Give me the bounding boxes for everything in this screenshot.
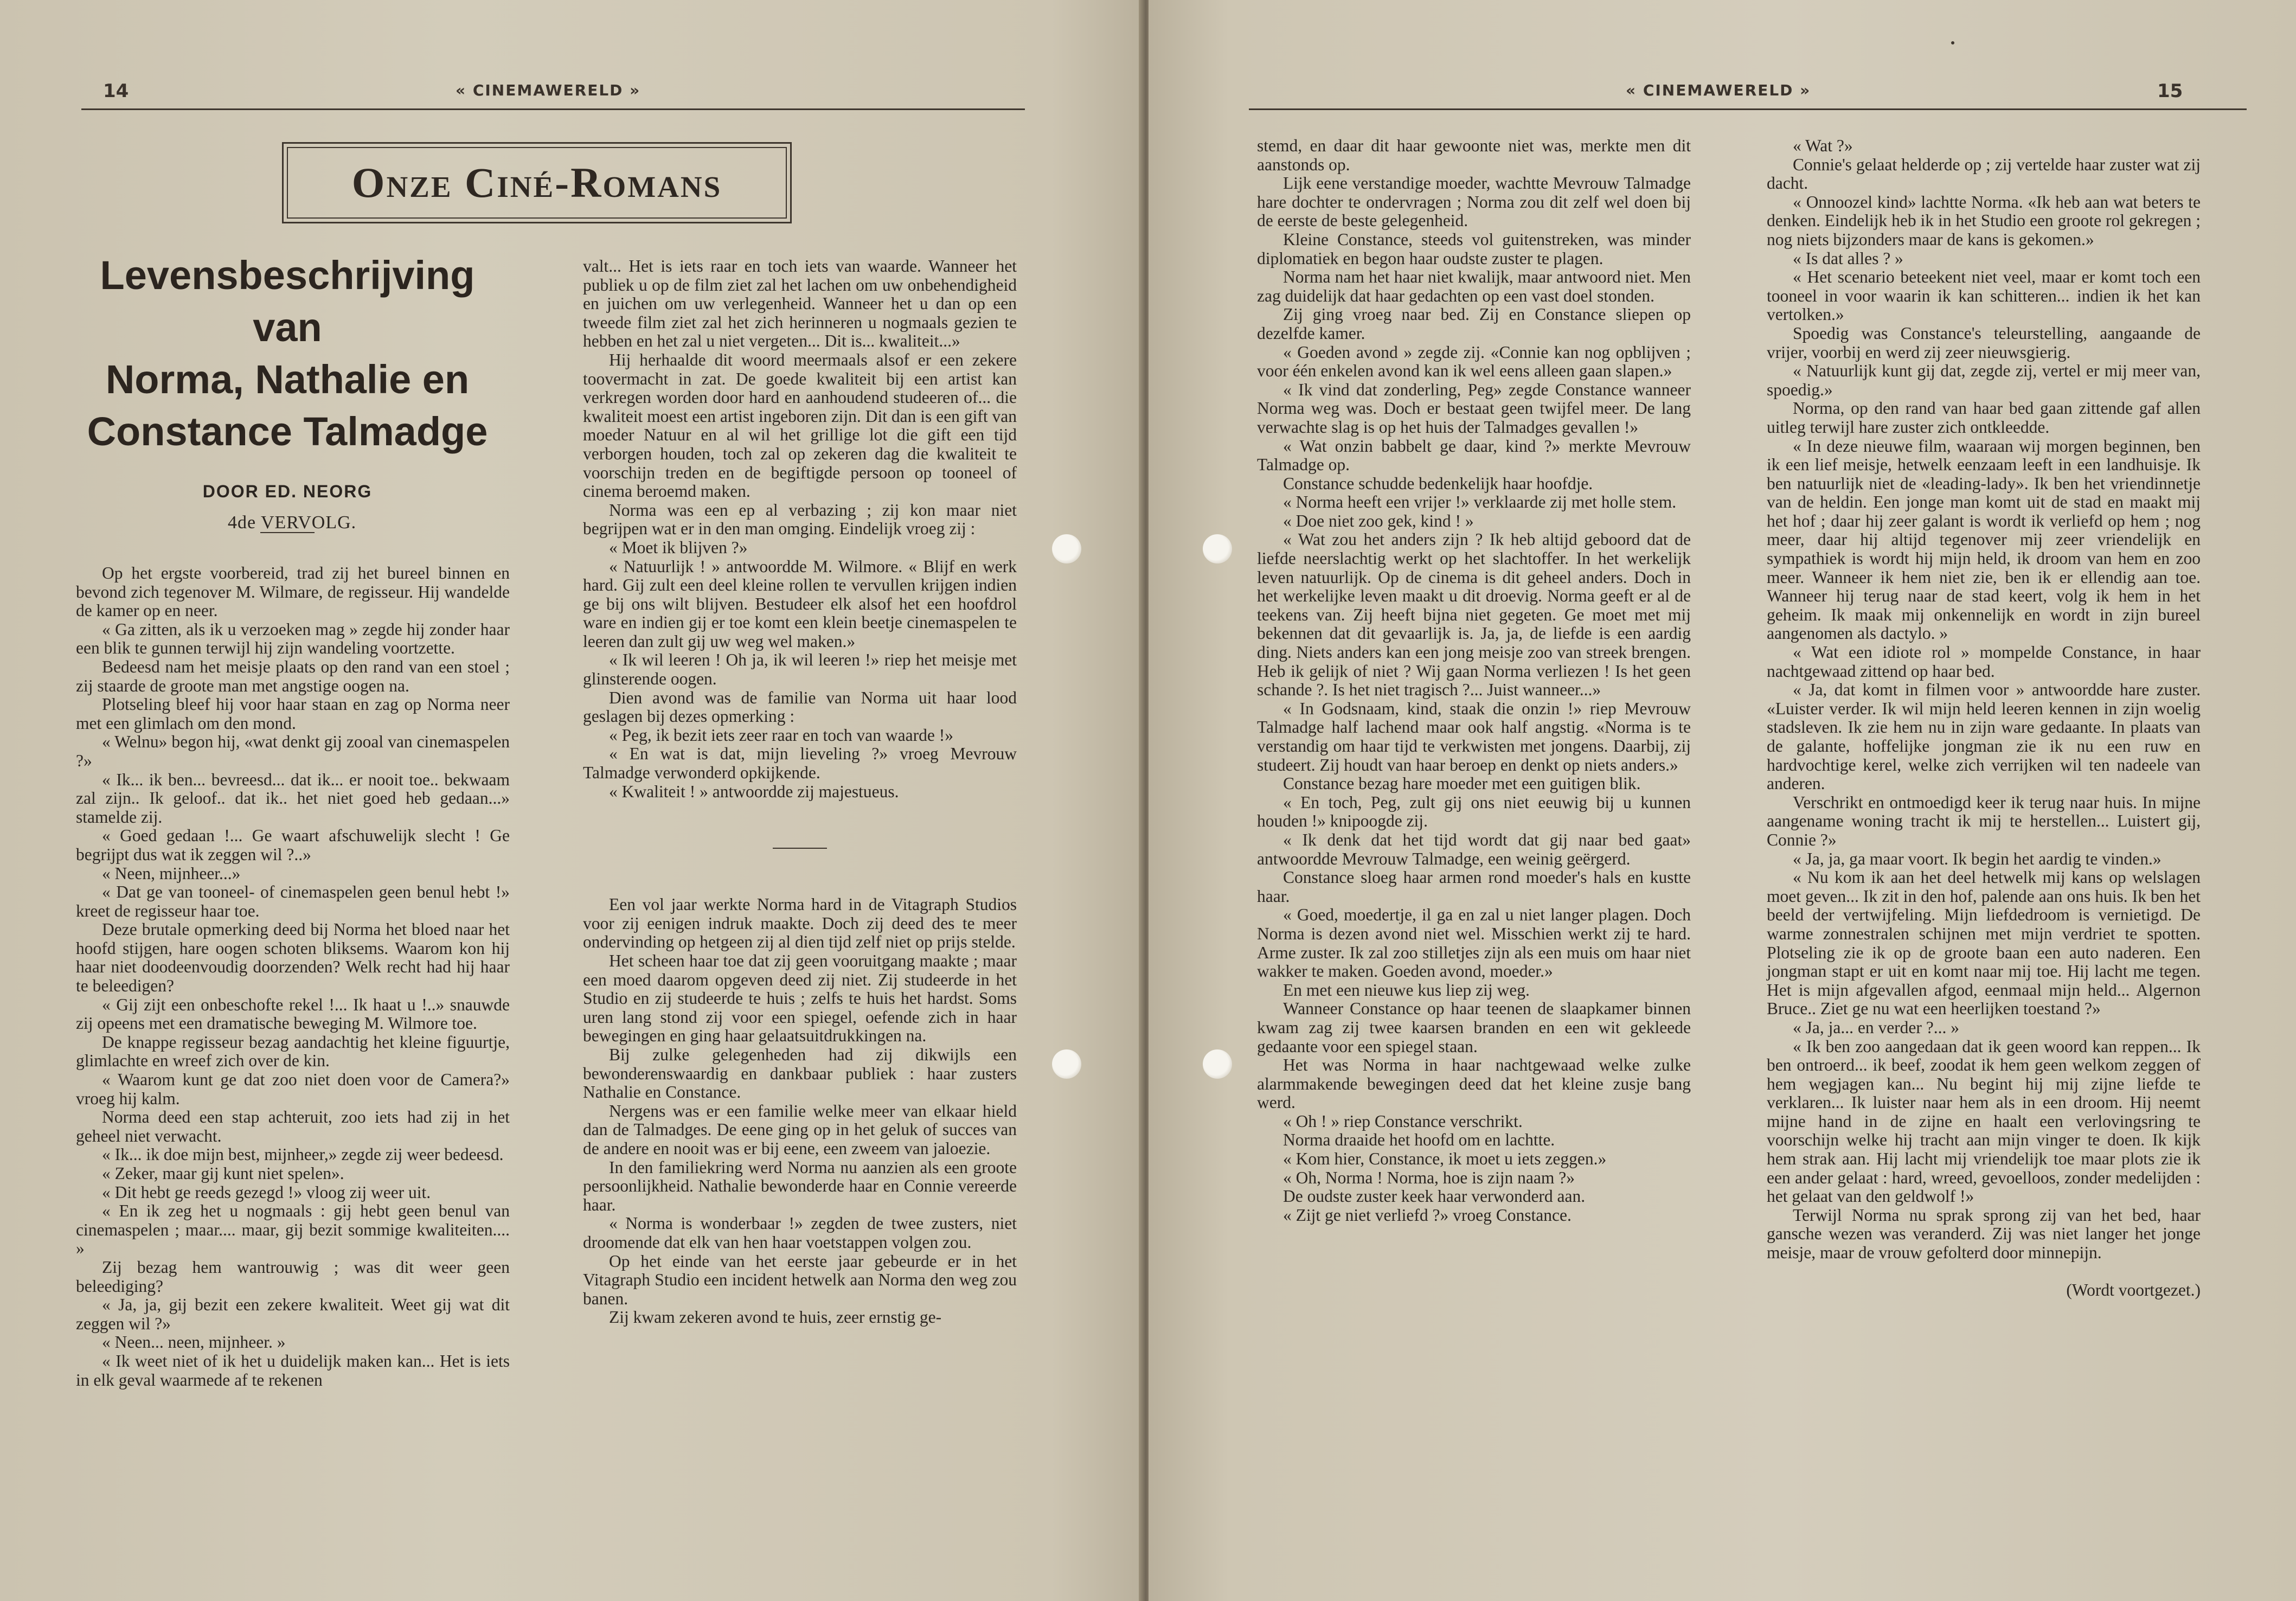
paragraph: De knappe regisseur bezag aandachtig het kleine figuurtje, glimlachte en wreef zich over de kin. [76, 1032, 510, 1071]
paragraph: « Moet ik blijven ?» [609, 537, 748, 557]
paragraph: Deze brutale opmerking deed bij Norma het bloed naar het hoofd stijgen, hare oogen schoten bliksems. Waarom kon hij haar niet doodeenvoudig doorzenden? Welk recht had hij haar te beleedigen? [76, 920, 510, 996]
section-title: Onze Ciné-Romans [351, 159, 722, 206]
paragraph: Dien avond was de familie van Norma uit haar lood geslagen bij dezes opmerking : [583, 688, 1017, 726]
paragraph: « Het scenario beteekent niet veel, maar er komt toch een tooneel in voor waarin ik kan schitteren... indien ik het kan vertolken.» [1767, 267, 2201, 324]
paragraph: stemd, en daar dit haar gewoonte niet was, merkte men dit aanstonds op. [1257, 136, 1691, 174]
page-number: 15 [2157, 80, 2183, 102]
column-2-upper [583, 257, 1017, 801]
paragraph: « Doe niet zoo gek, kind ! » [1283, 511, 1474, 530]
paragraph: « Ik wil leeren ! Oh ja, ik wil leeren !» riep het meisje met glinsterende oogen. [583, 650, 1017, 689]
paragraph: « Onnoozel kind» lachtte Norma. «Ik heb aan wat beters te denken. Eindelijk heb ik in het Studio een groote rol gekregen ; nog niets bijzonders maar de kans is gekomen.» [1767, 192, 2201, 249]
paragraph: « Ik weet niet of ik het u duidelijk maken kan... Het is iets in elk geval waarmede af te rekenen [76, 1351, 510, 1389]
paragraph: Norma, op den rand van haar bed gaan zittende gaf allen uitleg terwijl hare zuster zich ontkleedde. [1767, 399, 2201, 437]
paragraph: « Is dat alles ? » [1793, 248, 1903, 268]
article-title-block [76, 249, 499, 533]
paragraph: « Natuurlijk ! » antwoordde M. Wilmore. « Blijf en werk hard. Gij zult een deel kleine rollen te vervullen krijgen indien ge bij ons wilt blijven. Bestudeer elk alsof het een hoofdrol ware en indien gij er toe komt een klein beetje cinemaspelen te leeren dan zult gij uw weg wel maken.» [583, 556, 1017, 651]
ink-speck [1951, 41, 1954, 44]
paragraph: « Ik... ik ben... bevreesd... dat ik... er nooit toe.. bekwaam zal zijn.. Ik geloof.. dat ik.. het niet goed heb gedaan...» stamelde zij. [76, 770, 510, 827]
left-page [0, 0, 1143, 1601]
paragraph: Connie's gelaat helderde op ; zij vertelde haar zuster wat zij dacht. [1767, 155, 2201, 193]
paragraph: « Ga zitten, als ik u verzoeken mag » zegde hij zonder haar een blik te gunnen terwijl hij zijn wandeling voortzette. [76, 619, 510, 658]
paragraph: Spoedig was Constance's teleurstelling, aangaande de vrijer, voorbij en werd zij zeer nieuwsgierig. [1767, 323, 2201, 362]
installment-label: 4de VERVOLG. [228, 513, 357, 533]
paragraph: « Ik... ik doe mijn best, mijnheer,» zegde zij weer bedeesd. [102, 1145, 504, 1164]
paragraph: « Waarom kunt ge dat zoo niet doen voor de Camera?» vroeg hij kalm. [76, 1070, 510, 1108]
paragraph: Verschrikt en ontmoedigd keer ik terug naar huis. In mijne aangename woning tracht ik mij te herstellen... Luistert gij, Connie ?» [1767, 792, 2201, 849]
paragraph: Op het einde van het eerste jaar gebeurde er in het Vitagraph Studio een incident hetwelk aan Norma den weg zou banen. [583, 1251, 1017, 1308]
paragraph: « Ja, ja, ga maar voort. Ik begin het aardig te vinden.» [1793, 849, 2162, 868]
paragraph: « Nu kom ik aan het deel hetwelk mij kans op welslagen moet geven... Ik zit in den hof, palende aan ons huis. Ik ben het beeld der vertwijfeling. Mijn liefdedroom is vernietigd. De warme zonnestralen schijnen met mijn verdriet te spotten. Plotseling zie ik op de groote baan een auto naderen. Een jongman stapt er uit en komt naar mij toe. Hij lacht me tegen. Het is mijn afgevallen afgod, eenmaal mijn held... Algernon Bruce.. Ziet ge nu wat een heerlijken toestand ?» [1767, 868, 2201, 1019]
paragraph: « Neen... neen, mijnheer. » [102, 1333, 286, 1352]
paragraph: Zij kwam zekeren avond te huis, zeer ernstig ge- [609, 1308, 942, 1327]
paragraph: « Welnu» begon hij, «wat denkt gij zooal van cinemaspelen ?» [76, 732, 510, 770]
paragraph: « Ik ben zoo aangedaan dat ik geen woord kan reppen... Ik ben ontroerd... ik beef, zoodat ik hem geen welkom zeggen of hem wegjagen kan... Nu begint hij mij zijne liefde te verklaren... Ik luister naar hem als in een droom. Hij neemt mijne hand in de zijne en haalt een verlovingsring te voorschijn welke hij tracht aan mijn vinger te doen. Ik kijk hem strak aan. Hij lacht mij vriendelijk toe maar plots zie ik een ander gelaat : hard, wreed, gevoelloos, zonder medelijden : het gelaat van den geldwolf !» [1767, 1036, 2201, 1206]
article-title-line: Levensbeschrijving van [100, 253, 475, 350]
paragraph: Norma was een ep al verbazing ; zij kon maar niet begrijpen wat er in den man omging. Eindelijk vroeg zij : [583, 500, 1017, 539]
header-rule [1249, 108, 2247, 110]
paragraph: Norma draaide het hoofd om en lachtte. [1283, 1130, 1555, 1150]
binder-hole [1203, 1049, 1232, 1079]
paragraph: « Wat een idiote rol » mompelde Constance, in haar nachtgewaad zittend op haar bed. [1767, 643, 2201, 681]
paragraph: Zij bezag hem wantrouwig ; was dit weer geen beleediging? [76, 1257, 510, 1296]
paragraph: Op het ergste voorbereid, trad zij het bureel binnen en bevond zich tegenover M. Wilmare, de regisseur. Hij wandelde de kamer op en neer. [76, 563, 510, 620]
column-2-lower [583, 895, 1017, 1327]
paragraph: Een vol jaar werkte Norma hard in de Vitagraph Studios voor zij eenigen indruk maakte. Doch zij deed des te meer ondervinding op hetgeen zij al dien tijd zelf niet op prijs stelde. [583, 895, 1017, 952]
paragraph: Hij herhaalde dit woord meermaals alsof er een zekere toovermacht in zat. De goede kwaliteit bij een artist kan verkregen worden door hard en aanhoudend studeeren of... die kwaliteit moest een artist ingeboren zijn. Dit dan is een gift van moeder Natuur en al wil het grillige lot die gift een tijd verborgen houden, toch zal op zekeren dag die kwaliteit te voorschijn treden en de begiftigde persoon op tooneel of cinema beroemd maken. [583, 350, 1017, 501]
paragraph: Terwijl Norma nu sprak sprong zij van het bed, haar gansche wezen was veranderd. Zij was niet langer het jonge meisje, maar de vrouw gefolterd door minnepijn. [1767, 1205, 2201, 1263]
paragraph: « Wat onzin babbelt ge daar, kind ?» merkte Mevrouw Talmadge op. [1257, 436, 1691, 475]
paragraph: « Dat ge van tooneel- of cinemaspelen geen benul hebt !» kreet de regisseur haar toe. [76, 882, 510, 920]
byline: DOOR ED. NEORG [202, 482, 373, 501]
paragraph: « Wat zou het anders zijn ? Ik heb altijd geboord dat de liefde neerslachtig werkt op het slachtoffer. In het werkelijk leven natuurlijk. Op de cinema is dit geheel anders. Doch in het werkelijke leven maakt u dit droevig. Norma geeft er al de teekens van. Zij heeft bijna niet gegeten. Ge moet met mij bekennen dat dit gevaarlijk is. Ja, ja, de liefde is een aardig ding. Niets anders kan een jong meisje zoo van streek brengen. Heb ik gelijk of niet ? Wij gaan Norma verliezen ! Is het geen schande ?. Is het niet tragisch ?... Juist wanneer...» [1257, 530, 1691, 700]
paragraph: Lijk eene verstandige moeder, wachtte Mevrouw Talmadge hare dochter te ondervragen ; Norma zou dit zelf wel doen bij de eerste de beste gelegenheid. [1257, 174, 1691, 230]
paragraph: « Ja, ja... en verder ?... » [1793, 1017, 1960, 1037]
paragraph: « Ik vind dat zonderling, Peg» zegde Constance wanneer Norma weg was. Doch er bestaat geen twijfel meer. De lang verwachte slag is op het huis der Talmadges gevallen !» [1257, 380, 1691, 437]
paragraph: « Dit hebt ge reeds gezegd !» vloog zij weer uit. [102, 1182, 431, 1202]
paragraph: « Ja, ja, gij bezit een zekere kwaliteit. Weet gij wat dit zeggen wil ?» [76, 1295, 510, 1333]
text-column-2 [583, 257, 1017, 1327]
text-column-2 [1767, 137, 2201, 1299]
paragraph: Het scheen haar toe dat zij geen vooruitgang maakte ; maar een moed daarom opgeven deed zij niet. Zij studeerde in het Studio en zij studeerde te huis ; zelfs te huis het hardst. Soms uren lang stond zij voor een spiegel, oefende zich in haar bewegingen en ging haar gelaatsuitdrukkingen na. [583, 951, 1017, 1046]
paragraph: « Norma heeft een vrijer !» verklaarde zij met holle stem. [1283, 492, 1677, 512]
running-head: « CINEMAWERELD » [1626, 81, 1811, 99]
paragraph: « In deze nieuwe film, waaraan wij morgen beginnen, ben ik een lief meisje, hetwelk eenzaam leeft in een landhuisje. Ik ben natuurlijk niet de «leading-lady». Ik ben het vriendinnetje van de heldin. Een jonge man komt uit de stad en maakt mij het hof ; daar hij zeer galant is wordt ik verliefd op hem ; nog meer, daar hij altijd tegenover mij zeer vriendelijk en sympathiek is wordt hij mijn held, ik droom van hem en zoo meer. Wanneer ik hem niet zie, ben ik er ellendig aan toe. Wanneer hij terug naar de stad keert, volg ik hem in het geheim. Ik maak mij onkennelijk en wordt in zijn bureel aangenomen als dactylo. » [1767, 436, 2201, 643]
to-be-continued: (Wordt voortgezet.) [2066, 1280, 2201, 1299]
section-title-box [282, 142, 792, 223]
paragraph: Constance schudde bedenkelijk haar hoofdje. [1283, 473, 1593, 493]
paragraph: « Goeden avond » zegde zij. «Connie kan nog opblijven ; voor één enkelen avond kan ik wel eens alleen gaan slapen.» [1257, 342, 1691, 381]
paragraph: Bedeesd nam het meisje plaats op den rand van een stoel ; zij staarde de groote man met angstige oogen na. [76, 657, 510, 695]
text-column-1 [1257, 137, 1691, 1225]
paragraph: « Ja, dat komt in filmen voor » antwoordde hare zuster. «Luister verder. Ik wil mijn held leeren kennen in zijn woelig stadsleven. Ik zie hem nu in zijn ware gedaante. In plaats van de galante, hoffelijke jongman zie ik nu een ruw en hardvochtige kerel, welke zich verrijken wil ten nadeele van anderen. [1767, 680, 2201, 793]
article-title-line: Norma, Nathalie en [105, 357, 470, 402]
paragraph: Bij zulke gelegenheden had zij dikwijls een bewonderenswaardig en dankbaar publiek : haar zusters Nathalie en Constance. [583, 1045, 1017, 1102]
paragraph: « En toch, Peg, zult gij ons niet eeuwig bij u kunnen houden !» knipoogde zij. [1257, 792, 1691, 831]
paragraph: « En wat is dat, mijn lieveling ?» vroeg Mevrouw Talmadge verwonderd opkijkende. [583, 744, 1017, 783]
paragraph: valt... Het is iets raar en toch iets van waarde. Wanneer het publiek u op de film ziet zal het lachen om uw onbehendigheid en juichen om uw verlegenheid. Wanneer het u dan op een tweede film ziet zal het zich herinneren u nogmaals gezien te hebben en het zal u niet vergeten... Dit is... kwaliteit...» [583, 257, 1017, 351]
paragraph: « Neen, mijnheer...» [102, 863, 241, 883]
paragraph: In den familiekring werd Norma nu aanzien als een groote persoonlijkheid. Nathalie bewonderde haar en Connie vereerde haar. [583, 1157, 1017, 1214]
page-number: 14 [103, 80, 129, 102]
paragraph: Wanneer Constance op haar teenen de slaapkamer binnen kwam zag zij twee kaarsen branden en een wit gekleede gedaante voor een spiegel staan. [1257, 999, 1691, 1056]
paragraph: De oudste zuster keek haar verwonderd aan. [1283, 1187, 1586, 1206]
paragraph: « Kom hier, Constance, ik moet u iets zeggen.» [1283, 1149, 1607, 1169]
paragraph: Constance bezag hare moeder met een guitigen blik. [1283, 774, 1641, 793]
paragraph: « Ik denk dat het tijd wordt dat gij naar bed gaat» antwoordde Mevrouw Talmadge, een weinig geërgerd. [1257, 830, 1691, 868]
paragraph: « Zeker, maar gij kunt niet spelen». [102, 1164, 344, 1183]
paragraph: « Wat ?» [1793, 136, 1853, 155]
paragraph: « Oh, Norma ! Norma, hoe is zijn naam ?» [1283, 1168, 1575, 1187]
running-head: « CINEMAWERELD » [456, 81, 641, 99]
paragraph: « Norma is wonderbaar !» zegden de twee zusters, niet droomende dat elk van hen haar voetstappen volgen zou. [583, 1214, 1017, 1252]
article-title-line: Constance Talmadge [87, 409, 488, 454]
paragraph: « In Godsnaam, kind, staak die onzin !» riep Mevrouw Talmadge half lachend maar ook half angstig. «Norma is te verstandig om haar tijd te verkwisten met jongens. Daarbij, zij studeert. Zij houdt van haar beroep en denkt op niets anders.» [1257, 699, 1691, 774]
paragraph: « Gij zijt een onbeschofte rekel !... Ik haat u !..» snauwde zij opeens met een dramatische beweging M. Wilmore toe. [76, 995, 510, 1033]
paragraph: « Goed gedaan !... Ge waart afschuwelijk slecht ! Ge begrijpt dus wat ik zeggen wil ?..» [76, 826, 510, 864]
paragraph: « Zijt ge niet verliefd ?» vroeg Constance. [1283, 1205, 1572, 1225]
binder-hole [1203, 534, 1232, 563]
paragraph: Kleine Constance, steeds vol guitenstreken, was minder diplomatiek en begon haar oudste zuster te plagen. [1257, 229, 1691, 268]
paragraph: Plotseling bleef hij voor haar staan en zag op Norma neer met een glimlach om den mond. [76, 695, 510, 733]
paragraph: Het was Norma in haar nachtgewaad welke zulke alarmmakende bewegingen deed dat het kleine zusje bang werd. [1257, 1055, 1691, 1112]
paragraph: « Oh ! » riep Constance verschrikt. [1283, 1111, 1523, 1131]
binder-hole [1052, 1049, 1081, 1079]
paragraph: « Natuurlijk kunt gij dat, zegde zij, vertel er mij meer van, spoedig.» [1767, 361, 2201, 399]
paragraph: Norma nam het haar niet kwalijk, maar antwoord niet. Men zag duidelijk dat haar gedachten op een vast doel stonden. [1257, 267, 1691, 305]
divider [773, 848, 827, 849]
header-rule [81, 108, 1025, 110]
paragraph: Zij ging vroeg naar bed. Zij en Constance sliepen op dezelfde kamer. [1257, 305, 1691, 343]
right-page [1149, 0, 2296, 1601]
column-2-body [1767, 137, 2201, 1263]
paragraph: Norma deed een stap achteruit, zoo iets had zij in het geheel niet verwacht. [76, 1107, 510, 1145]
paragraph: « Kwaliteit ! » antwoordde zij majestueus. [609, 782, 899, 801]
paragraph: « Goed, moedertje, il ga en zal u niet langer plagen. Doch Norma is dezen avond niet wel. Misschien werkt zij te hard. Arme zuster. Ik zal zoo stilletjes zijn als een muis om haar niet wakker te maken. Goeden avond, moeder.» [1257, 905, 1691, 981]
text-column-1 [76, 564, 510, 1389]
paragraph: « En ik zeg het u nogmaals : gij hebt geen benul van cinemaspelen ; maar.... maar, gij bezit sommige kwaliteiten.... » [76, 1201, 510, 1258]
paragraph: « Peg, ik bezit iets zeer raar en toch van waarde !» [609, 725, 953, 745]
paragraph: En met een nieuwe kus liep zij weg. [1283, 980, 1530, 1000]
binder-hole [1052, 534, 1081, 563]
paragraph: Constance sloeg haar armen rond moeder's hals en kustte haar. [1257, 868, 1691, 906]
paragraph: Nergens was er een familie welke meer van elkaar hield dan de Talmadges. De eene ging op in het geluk of succes van de andere en nooit was er bij eene, een zweem van jaloezie. [583, 1101, 1017, 1158]
